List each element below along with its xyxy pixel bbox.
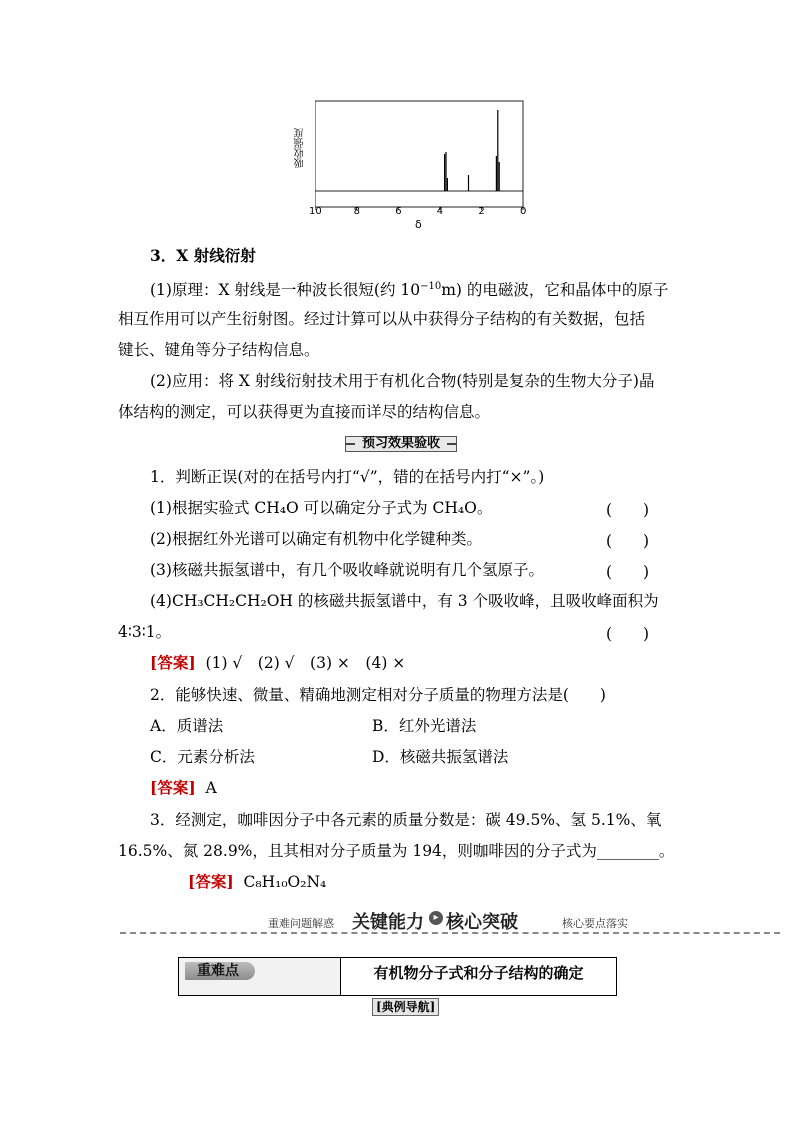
keypoint-label-cell <box>179 958 341 995</box>
keypoint-title: 有机物分子式和分子结构的确定 <box>373 964 584 982</box>
banner-left-text: 重难问题解惑 <box>268 917 334 930</box>
q1-stem: 1．判断正误(对的在括号内打“√”，错的在括号内打“×”。) <box>150 468 545 486</box>
spectrum-plot <box>315 98 525 210</box>
keypoint-label: 重难点 <box>197 963 239 979</box>
q2-option-a: A．质谱法 <box>150 717 224 735</box>
q1-item3-paren: ( ) <box>606 563 650 581</box>
q2-option-c: C．元素分析法 <box>150 748 255 766</box>
xray-principle-line1: (1)原理：X 射线是一种波长很短(约 $10^{-10}m$) 的电磁波，它和晶体中的原子 <box>150 281 669 299</box>
q3-stem-line1: 3．经测定，咖啡因分子中各元素的质量分数是：碳 49.5%、氢 5.1%、氧 <box>150 811 662 829</box>
q2-option-d: D．核磁共振氢谱法 <box>372 748 509 766</box>
q1-item1: (1)根据实验式 CH₄O 可以确定分子式为 CH₄O。 <box>150 499 493 517</box>
spectrum-x-tick: 4 <box>436 206 444 217</box>
answer-label: [答案] <box>188 872 234 891</box>
section-banner <box>120 908 780 938</box>
xray-application-line2: 体结构的测定，可以获得更为直接而详尽的结构信息。 <box>118 403 491 421</box>
section-title-preview-check: 预习效果验收 <box>345 436 457 452</box>
spectrum-x-tick: 0 <box>520 206 527 217</box>
spectrum-x-tick: 2 <box>478 206 485 217</box>
spectrum-x-tick: 8 <box>353 206 360 217</box>
nmr-spectrum-figure <box>295 98 535 233</box>
spectrum-x-label: δ <box>415 218 422 231</box>
answer-text: C₈H₁₀O₂N₄ <box>243 873 327 891</box>
q1-item1-paren: ( ) <box>606 501 650 519</box>
xray-principle-line2: 相互作用可以产生衍射图。经过计算可以从中获得分子结构的有关数据，包括 <box>118 310 646 328</box>
xray-application-line1: (2)应用：将 X 射线衍射技术用于有机化合物(特别是复杂的生物大分子)晶 <box>150 372 655 390</box>
q1-item4-line1: (4)CH₃CH₂CH₂OH 的核磁共振氢谱中，有 3 个吸收峰，且吸收峰面积为 <box>150 592 659 610</box>
answer-text: A <box>205 779 217 797</box>
spectrum-y-label: 吸收强度 <box>295 128 306 168</box>
q2-answer <box>150 778 217 798</box>
answer-label: [答案] <box>150 778 196 797</box>
q1-item4-line2: 4∶3∶1。 <box>118 623 172 641</box>
q1-answer <box>150 653 405 673</box>
q1-item3: (3)核磁共振氢谱中，有几个吸收峰就说明有几个氢原子。 <box>150 561 544 579</box>
q2-option-b: B．红外光谱法 <box>372 717 477 735</box>
answer-text: (1) √ (2) √ (3) × (4) × <box>205 654 406 672</box>
keypoint-table <box>178 957 617 996</box>
q1-item2: (2)根据红外光谱可以确定有机物中化学键种类。 <box>150 530 482 548</box>
spectrum-x-tick: 6 <box>395 206 402 217</box>
q1-item2-paren: ( ) <box>606 532 650 550</box>
banner-main-text-1: 关键能力 <box>352 912 424 933</box>
arrow-icon: ▸ <box>429 911 443 925</box>
answer-label: [答案] <box>150 653 196 672</box>
spectrum-x-tick: 10 <box>309 206 322 217</box>
banner-right-text: 核心要点落实 <box>562 917 628 930</box>
q3-answer <box>188 872 326 892</box>
banner-main-text-2: 核心突破 <box>446 912 518 933</box>
q1-item4-paren: ( ) <box>606 625 650 643</box>
q3-stem-line2: 16.5%、氮 28.9%，且其相对分子质量为 194，则咖啡因的分子式为________。 <box>118 842 675 860</box>
xray-principle-line3: 键长、键角等分子结构信息。 <box>118 341 320 359</box>
example-nav-tag: [典例导航] <box>372 998 439 1016</box>
q2-stem: 2．能够快速、微量、精确地测定相对分子质量的物理方法是( ) <box>150 686 606 704</box>
xray-heading: 3．X 射线衍射 <box>150 246 256 265</box>
